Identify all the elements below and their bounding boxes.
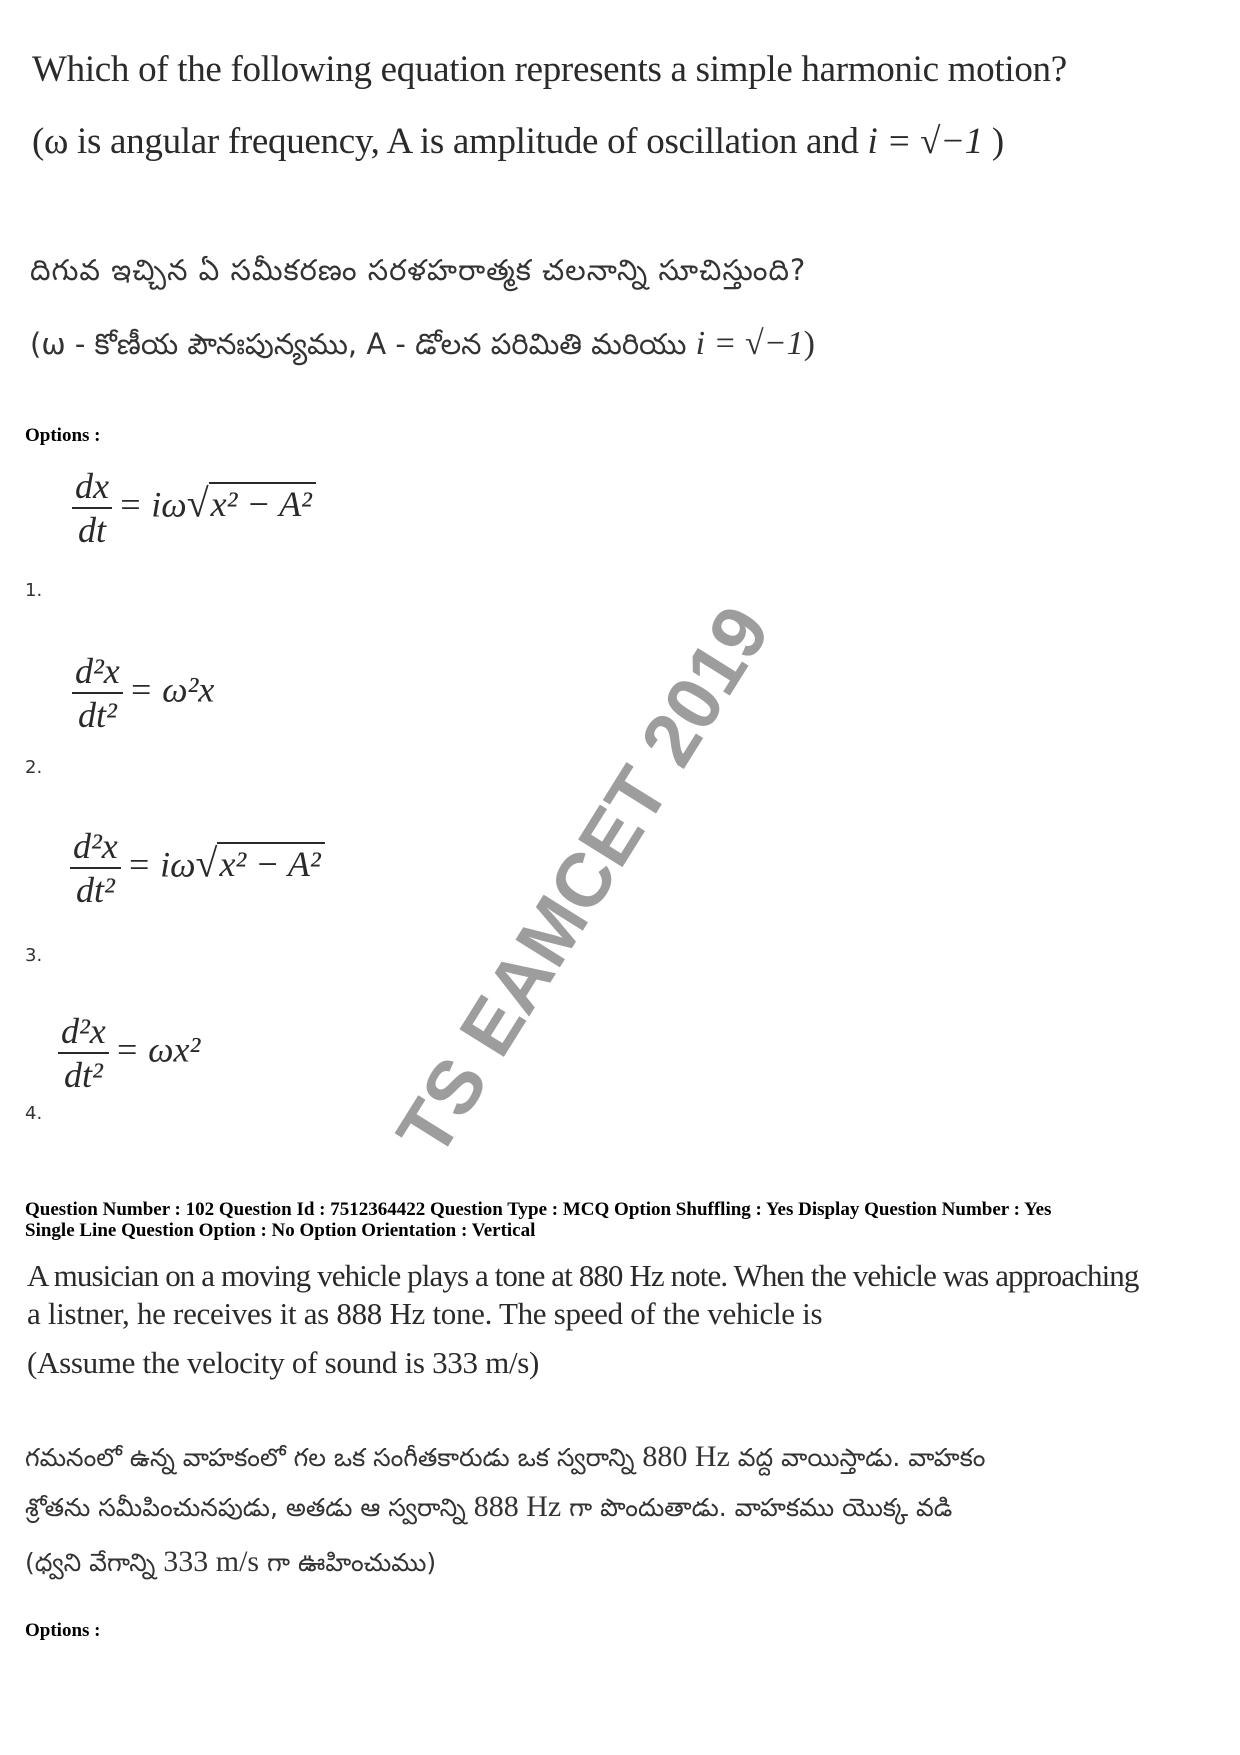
option-3-fraction <box>70 825 121 911</box>
question-102-metadata-line1: Question Number : 102 Question Id : 7512364422 Question Type : MCQ Option Shuffling : Yes Display Question Number : Yes <box>25 1199 1052 1220</box>
question-102-telugu-line1-end: వద్ద వాయిస్తాడు. వాహకం <box>729 1443 986 1472</box>
question-101-telugu-line2 <box>30 325 815 369</box>
option-4-equation <box>58 1010 200 1096</box>
option-1-rhs: = iω <box>117 484 187 525</box>
option-1-fraction <box>72 465 112 551</box>
question-102-metadata-line2: Single Line Question Option : No Option Orientation : Vertical <box>25 1220 536 1241</box>
option-3-denominator: dt² <box>75 870 115 910</box>
option-4-fraction <box>58 1010 109 1096</box>
sqrt-symbol: √ <box>186 480 209 526</box>
option-3-radicand: x² − A² <box>217 842 324 884</box>
option-2-denominator: dt² <box>77 695 117 735</box>
option-4-numerator: d²x <box>58 1010 109 1054</box>
question-101-english-line2 <box>32 120 1004 163</box>
question-102-telugu-line2-text: శ్రోతను సమీపించునపుడు, అతడు ఆ స్వరాన్ని <box>25 1493 474 1522</box>
imaginary-unit-definition: i = √−1 <box>867 121 983 162</box>
option-4-denominator: dt² <box>63 1055 103 1095</box>
option-1-numerator: dx <box>72 465 112 509</box>
option-2-fraction <box>72 650 123 736</box>
option-1-denominator: dt <box>77 510 106 550</box>
option-2-equation <box>72 650 214 736</box>
question-102-telugu-line2 <box>25 1490 952 1529</box>
option-4-number: 4. <box>25 1103 43 1124</box>
option-1-radicand: x² − A² <box>209 482 316 524</box>
question-101-english-line1: Which of the following equation represents a simple harmonic motion? <box>32 49 1067 90</box>
watermark: TS EAMCET 2019 <box>380 591 787 1171</box>
question-101-english-line2-close: ) <box>982 121 1004 162</box>
option-3-rhs: = iω <box>126 844 196 885</box>
option-4-rhs: = ωx² <box>114 1029 201 1070</box>
option-3-equation <box>70 825 325 911</box>
sqrt-symbol: √ <box>195 840 218 886</box>
option-3-number: 3. <box>25 945 43 966</box>
option-1-equation <box>72 465 316 551</box>
option-2-numerator: d²x <box>72 650 123 694</box>
option-2-rhs: = ω²x <box>128 669 215 710</box>
imaginary-unit-definition-telugu: i = √−1 <box>695 325 804 362</box>
question-101-telugu-line2-text: (ω - కోణీయ పౌనఃపున్యము, A - డోలన పరిమితి మరియు <box>30 327 696 361</box>
question-101-telugu-line2-close: ) <box>803 325 815 362</box>
option-1-number: 1. <box>25 580 43 601</box>
question-101-telugu-line1: దిగువ ఇచ్చిన ఏ సమీకరణం సరళహరాత్మక చలనాన్ని సూచిస్తుంది? <box>30 253 807 287</box>
option-3-numerator: d²x <box>70 825 121 869</box>
question-102-telugu-line3 <box>25 1545 436 1584</box>
question-102-english-line1: A musician on a moving vehicle plays a tone at 880 Hz note. When the vehicle was approaching <box>27 1258 1139 1293</box>
question-102-telugu-sound-speed: 333 m/s <box>163 1545 260 1578</box>
question-102-english-line2: a listner, he receives it as 888 Hz tone. The speed of the vehicle is <box>27 1296 823 1331</box>
question-102-telugu-frequency-2: 888 Hz <box>473 1490 562 1523</box>
question-102-telugu-line3-text: (ధ్వని వేగాన్ని <box>25 1548 164 1577</box>
question-102-telugu-line3-end: గా ఊహించుము) <box>259 1548 437 1577</box>
options-label-102: Options : <box>25 1620 101 1641</box>
question-102-telugu-line1 <box>25 1440 985 1479</box>
question-102-telugu-line2-end: గా పొందుతాడు. వాహకము యొక్క వడి <box>561 1493 953 1522</box>
option-2-number: 2. <box>25 757 43 778</box>
question-102-telugu-frequency-1: 880 Hz <box>642 1440 730 1473</box>
question-102-telugu-line1-text: గమనంలో ఉన్న వాహకంలో గల ఒక సంగీతకారుడు ఒక స్వరాన్ని <box>25 1443 643 1472</box>
question-102-english-line3: (Assume the velocity of sound is 333 m/s) <box>27 1345 540 1380</box>
options-label-101: Options : <box>25 425 101 446</box>
question-101-english-line2-text: (ω is angular frequency, A is amplitude of oscillation and <box>32 121 868 162</box>
